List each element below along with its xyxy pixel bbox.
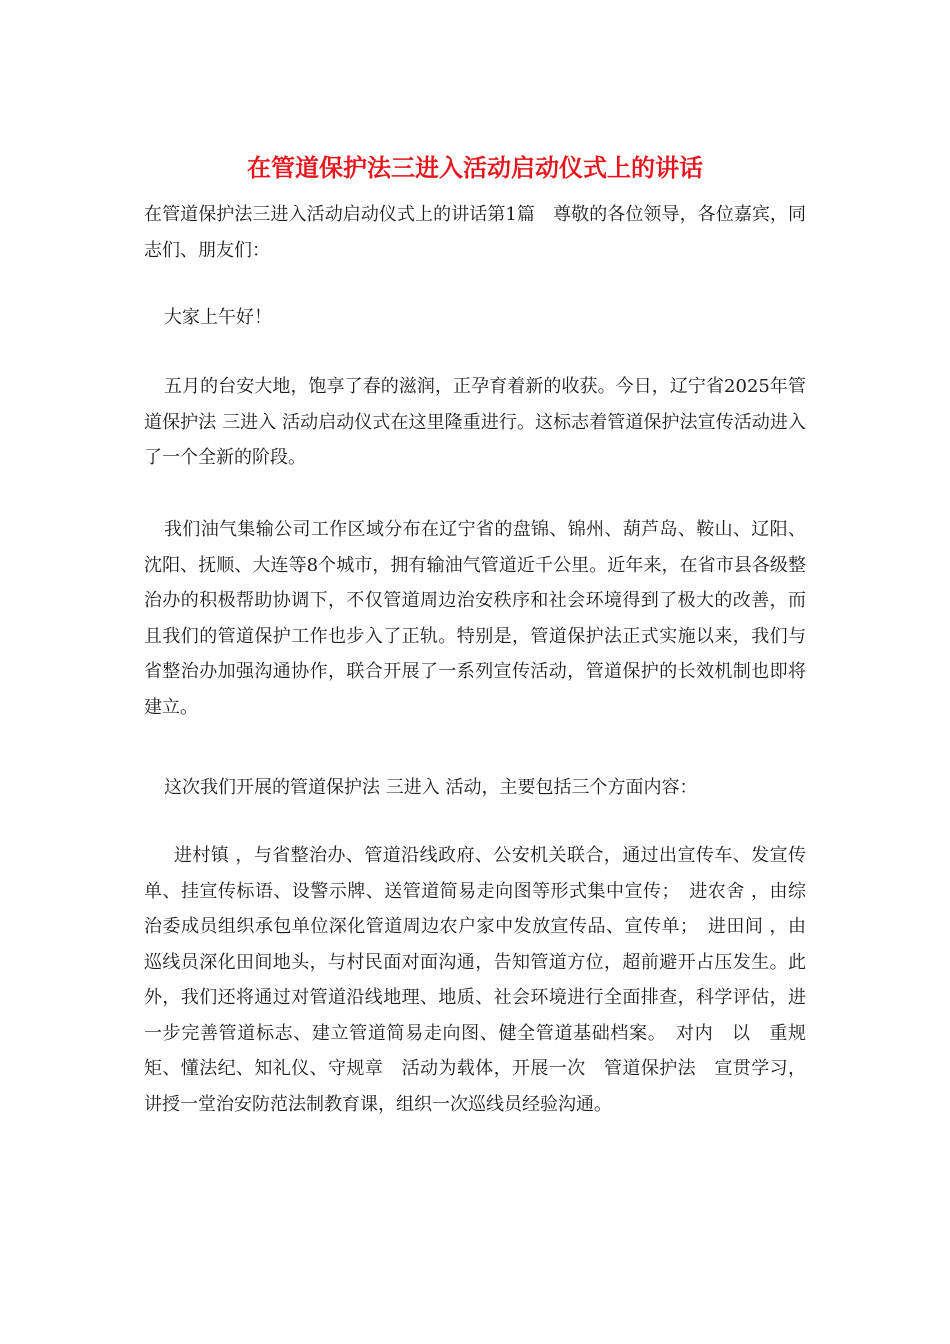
paragraph-may: 五月的台安大地，饱享了春的滋润，正孕育着新的收获。今日，辽宁省2025年管道保护法 三进入 活动启动仪式在这里隆重进行。这标志着管道保护法宣传活动进入了一个全新的阶段。 — [144, 376, 806, 468]
paragraph-company: 我们油气集输公司工作区域分布在辽宁省的盘锦、锦州、葫芦岛、鞍山、辽阳、沈阳、抚顺、大连等8个城市，拥有输油气管道近千公里。近年来，在省市县各级整治办的积极帮助协调下，不仅管道周边治安秩序和社会环境得到了极大的改善，而且我们的管道保护工作也步入了正轨。特别是，管道保护法正式实施以来，我们与省整治办加强沟通协作，联合开展了一系列宣传活动，管道保护的长效机制也即将建立。 — [144, 519, 806, 718]
paragraph-greeting: 大家上午好！ — [164, 307, 272, 328]
document-title: 在管道保护法三进入活动启动仪式上的讲话 — [247, 153, 703, 182]
paragraph-activity-intro: 这次我们开展的管道保护法 三进入 活动，主要包括三个方面内容： — [164, 777, 698, 798]
paragraph-activity-details: 进村镇 ，与省整治办、管道沿线政府、公安机关联合，通过出宣传车、发宣传单、挂宣传标语、设警示牌、送管道简易走向图等形式集中宣传； 进农舍 ，由综治委成员组织承包单位深化管道周边农户家中发放宣传品、宣传单； 进田间 ，由巡线员深化田间地头，与村民面对面沟通，告知管道方位，超前避开占压发生。此外，我们还将通过对管道沿线地理、地质、社会环境进行全面排查，科学评估，进一步完善管道标志、建立管道简易走向图、健全管道基础档案。 对内 以 重规矩、懂法纪、知礼仪、守规章 活动为载体，开展一次 管道保护法 宣贯学习，讲授一堂治安防范法制教育课，组织一次巡线员经验沟通。 — [144, 845, 806, 1115]
paragraph-opening: 在管道保护法三进入活动启动仪式上的讲话第1篇 尊敬的各位领导，各位嘉宾，同志们、朋友们： — [144, 204, 806, 261]
